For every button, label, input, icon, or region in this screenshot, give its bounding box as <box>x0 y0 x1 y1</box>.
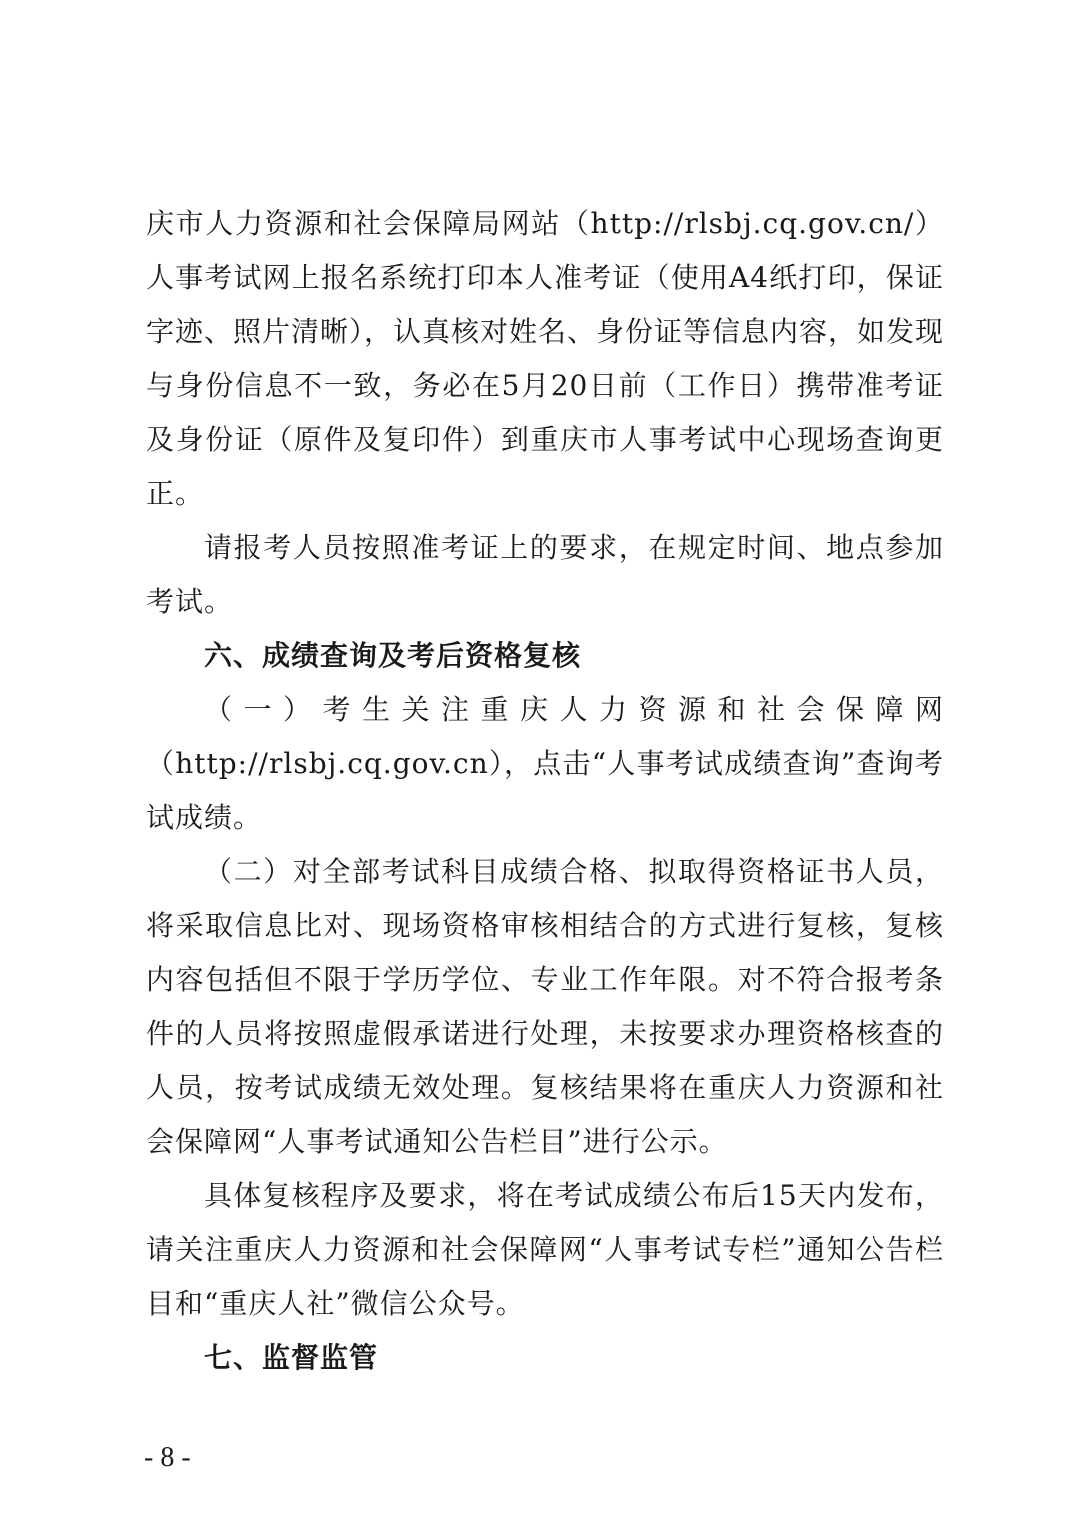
paragraph-review-procedure: 具体复核程序及要求，将在考试成绩公布后15天内发布，请关注重庆人力资源和社会保障网“人事考试专栏”通知公告栏目和“重庆人社”微信公众号。 <box>146 1179 944 1320</box>
paragraph-qualification-review: （二）对全部考试科目成绩合格、拟取得资格证书人员，将采取信息比对、现场资格审核相结合的方式进行复核，复核内容包括但不限于学历学位、专业工作年限。对不符合报考条件的人员将按照虚假承诺进行处理，未按要求办理资格核查的人员，按考试成绩无效处理。复核结果将在重庆人力资源和社会保障网“人事考试通知公告栏目”进行公示。 <box>146 855 944 1158</box>
page-number: - 8 - <box>144 1442 191 1473</box>
paragraph-admission-ticket: 庆市人力资源和社会保障局网站（http://rlsbj.cq.gov.cn/）人事考试网上报名系统打印本人准考证（使用A4纸打印，保证字迹、照片清晰），认真核对姓名、身份证等信息内容，如发现与身份信息不一致，务必在5月20日前（工作日）携带准考证及身份证（原件及复印件）到重庆市人事考试中心现场查询更正。 <box>146 207 945 510</box>
section-heading-7: 七、监督监管 <box>204 1341 379 1374</box>
section-heading-6: 六、成绩查询及考后资格复核 <box>204 639 582 672</box>
paragraph-score-query: （一）考生关注重庆人力资源和社会保障网（http://rlsbj.cq.gov.cn），点击“人事考试成绩查询”查询考试成绩。 <box>146 693 944 834</box>
document-body <box>146 197 944 1385</box>
paragraph-exam-attendance: 请报考人员按照准考证上的要求，在规定时间、地点参加考试。 <box>146 531 944 618</box>
